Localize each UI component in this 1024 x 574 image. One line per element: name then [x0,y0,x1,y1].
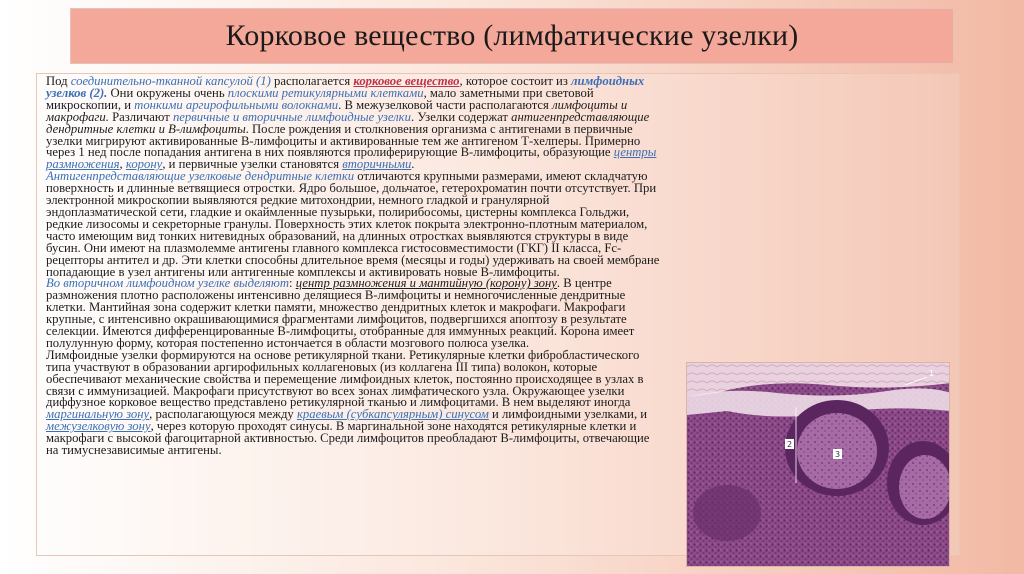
title-bar [70,8,954,64]
paragraph-secondary-nodule [46,278,936,349]
term-secondary-nodule-heading: Во вторичном лимфоидном узелке выделяют [46,276,289,291]
term-corona: корону [125,157,163,172]
term-argyrophilic-fibers: тонкими аргирофильными волокнами [134,97,339,112]
text-run: , и первичные узелки становятся [162,157,343,172]
term-lymphoid-nodules: лимфоидных узелков (2). [46,74,645,100]
text-run: Под [46,74,71,88]
term-zones: центр размножения и мантийную (корону) зону [295,276,557,291]
text-run: : [289,276,296,291]
label-capsule: 1 [929,369,935,378]
text-run: . В центре размножения плотно расположены интенсивно делящиеся В-лимфоциты и немногочисленные дендритные клетки. Мантийная зона содержит клетки памяти, множество дендритных клеток и макрофаги. Макрофаги крупные, с интенсивно окрашивающимися фрагментами лимфоцитов, подвергшихся апоптозу в результате селекции. Имеются дифференцированные В-лимфоциты, отобранные для иммунных реакций. Корона имеет полулунную форму, которая постепенно истончается в области мозгового полюса узелка. [46,276,635,350]
paragraph-capsule [46,76,936,171]
term-dendritic-cells: антигенпредставляющие дендритные клетки и В-лимфоциты [46,109,650,136]
text-run: Различают [108,109,173,124]
term-cortex: корковое вещество [353,74,460,88]
text-run: , которое состоит из [459,74,572,88]
text-run: , [119,157,126,172]
text-run: . [411,157,415,172]
slide-title: Корковое вещество (лимфатические узелки) [225,19,799,52]
text-run: . После рождения и столкновения организма с антигенами в первичные узелки мигрируют активированные В-лимфоциты и активированные тем же антигеном Т-хелперы. Примерно через 1 нед после попадания антигена в них появляются пролиферирующие В-лимфоциты, образующие [46,121,641,160]
term-lymphocytes-macrophages: лимфоциты и макрофаги. [46,97,628,124]
text-run: , располагающуюся между [149,407,297,422]
text-run: . В межузелковой части располагаются [338,97,553,112]
term-primary-secondary-nodules: первичные и вторичные лимфоидные узелки [172,109,411,124]
term-germinal-centers: центры размножения [46,145,657,172]
text-run: отличаются крупными размерами, имеют складчатую поверхность и длинные ветвящиеся отростки. Ядро большое, дольчатое, гетерохроматин почти отсутствует. При электронной микроскопии выявляются редкие митохондрии, немного гладкой и гранулярной эндоплазматической сети, гладкие и окаймленные пузырьки, полирибосомы, цистерны комплекса Гольджи, редкие лизосомы и секреторные гранулы. Поверхность этих клеток покрыта электронно-плотным материалом, часто имеющим вид тонких нитевидных образований, на длинных отростках выявляются структуры в виде бусин. Они имеют на плазмолемме антигены главного комплекса гистосовместимости (ГКГ) II класса, Fc-рецепторы антител и др. Эти клетки способны длительное время (месяцы и годы) удерживать на своей мембране попадающие в узел антигены или антигенные комплексы и активировать новые В-лимфоциты. [46,169,660,279]
text-run: . Узелки содержат [410,109,512,124]
text-run: и лимфоидными узелками, и [488,407,648,422]
text-run: , мало заметными при световой микроскопии, и [46,85,594,112]
text-run: располагается [270,74,354,88]
term-capsule: соединительно-тканной капсулой (1) [70,74,271,88]
term-internodular-zone: межузелковую зону [46,419,151,434]
term-marginal-zone: маргинальную зону [46,407,150,422]
term-secondary: вторичными [342,157,412,172]
histology-image [686,362,950,567]
label-germinal-center: 3 [835,450,841,459]
term-subcapsular-sinus: краевым (субкапсулярным) синусом [296,407,489,422]
term-reticular-cells: плоскими ретикулярными клетками [227,85,424,100]
paragraph-dendritic [46,171,936,278]
text-run: Лимфоидные узелки формируются на основе ретикулярной ткани. Ретикулярные клетки фибробластического типа участвуют в образовании аргирофильных коллагеновых (из коллагена III типа) волокон, которые обеспечивают механические свойства и перемещение лимфоидных клеток, постоянно происходящее в узлах в связи с иммунизацией. Макрофаги присутствуют во всех зонах лимфатического узла. Окружающее узелки диффузное корковое вещество представлено ретикулярной тканью и лимфоцитами. В нем выделяют иногда [46,347,644,410]
text-run: Они окружены очень [107,85,228,100]
text-run: , через которую проходят синусы. В маргинальной зоне находятся ретикулярные клетки и макрофаги с высокой фагоцитарной активностью. Среди лимфоцитов преобладают В-лимфоциты, отвечающие на тимуснезависимые антигены. [46,419,650,458]
label-nodule: 2 [787,440,793,449]
term-dendritic-heading: Антигенпредставляющие узелковые дендритные клетки [46,169,355,184]
histology-micrograph [687,363,950,567]
